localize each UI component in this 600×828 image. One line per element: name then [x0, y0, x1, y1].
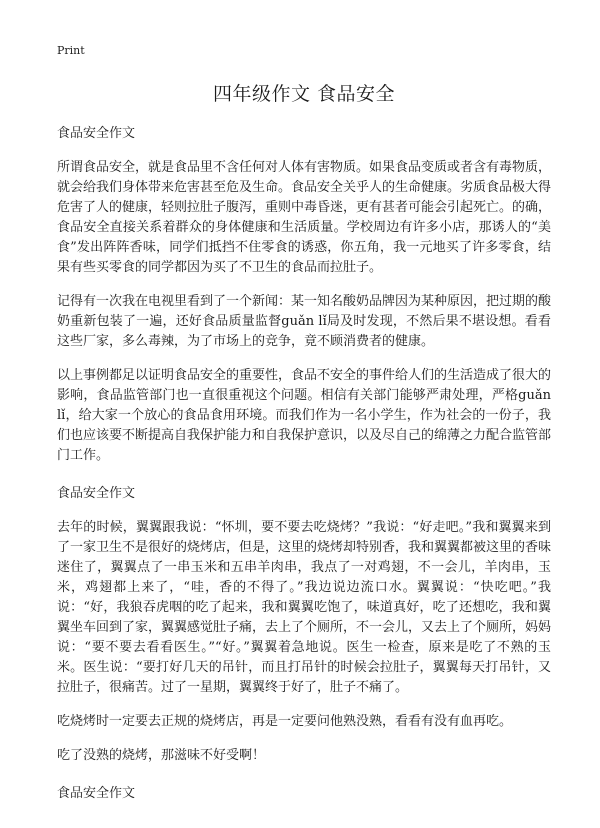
- article-body: [57, 124, 551, 804]
- document-page: [57, 44, 551, 804]
- page-title: 四年级作文 食品安全: [212, 83, 396, 105]
- paragraph: 吃了没熟的烧烤，那滋味不好受啊！: [57, 748, 266, 763]
- print-link[interactable]: Print: [57, 44, 85, 57]
- section-heading: 食品安全作文: [57, 486, 136, 501]
- essay-section-1: [57, 124, 551, 466]
- paragraph: 以上事例都足以证明食品安全的重要性，食品不安全的事件给人们的生活造成了很大的影响，食品监管部门也一直很重视这个问题。相信有关部门能够严肃处理，严格guǎn lǐ，给大家一个放心的食品食用环境。而我们作为一名小学生，作为社会的一份子，我们也应该要不断提高自我保护能力和自我保护意识，以及尽自己的绵薄之力配合监管部门工作。: [57, 368, 552, 463]
- paragraph: 所谓食品安全，就是食品里不含任何对人体有害物质。如果食品变质或者含有毒物质，就会给我们身体带来危害甚至危及生命。食品安全关乎人的生命健康。劣质食品极大得危害了人的健康，轻则拉肚子腹泻，重则中毒昏迷，更有甚者可能会引起死亡。的确，食品安全直接关系着群众的身体健康和生活质量。学校周边有许多小店，那诱人的“美食”发出阵阵香味，同学们抵挡不住零食的诱惑，你五角，我一元地买了许多零食，结果有些买零食的同学都因为买了不卫生的食品而拉肚子。: [57, 160, 552, 275]
- paragraph: 吃烧烤时一定要去正规的烧烤店，再是一定要问他熟没熟，看看有没有血再吃。: [57, 714, 513, 729]
- paragraph: 去年的时候，翼翼跟我说：“怀圳，要不要去吃烧烤？”我说：“好走吧。”我和翼翼来到了一家卫生不是很好的烧烤店，但是，这里的烧烤却特别香，我和翼翼都被这里的香味迷住了，翼翼点了一串玉米和五串羊肉串，我点了一对鸡翅，不一会儿，羊肉串，玉米，鸡翅都上来了，“哇，香的不得了。”我边说边流口水。翼翼说：“快吃吧。”我说：“好，我狼吞虎咽的吃了起来，我和翼翼吃饱了，味道真好，吃了还想吃，我和翼翼坐车回到了家，翼翼感觉肚子痛，去上了个厕所，不一会儿，又去上了个厕所，妈妈说：“要不要去看看医生。”“好。”翼翼着急地说。医生一检查，原来是吃了不熟的玉米。医生说：“要打好几天的吊针，而且打吊针的时候会拉肚子，翼翼每天打吊针，又拉肚子，很痛苦。过了一星期，翼翼终于好了，肚子不痛了。: [57, 520, 552, 695]
- essay-section-3: [57, 784, 551, 804]
- essay-section-2: [57, 484, 551, 766]
- paragraph: 记得有一次我在电视里看到了一个新闻：某一知名酸奶品牌因为某种原因，把过期的酸奶重新包装了一遍，还好食品质量监督guǎn lǐ局及时发现，不然后果不堪设想。看看这些厂家，多么毒辣，为了市场上的竞争，竟不顾消费者的健康。: [57, 294, 552, 349]
- section-heading: 食品安全作文: [57, 126, 136, 141]
- section-heading: 食品安全作文: [57, 786, 136, 801]
